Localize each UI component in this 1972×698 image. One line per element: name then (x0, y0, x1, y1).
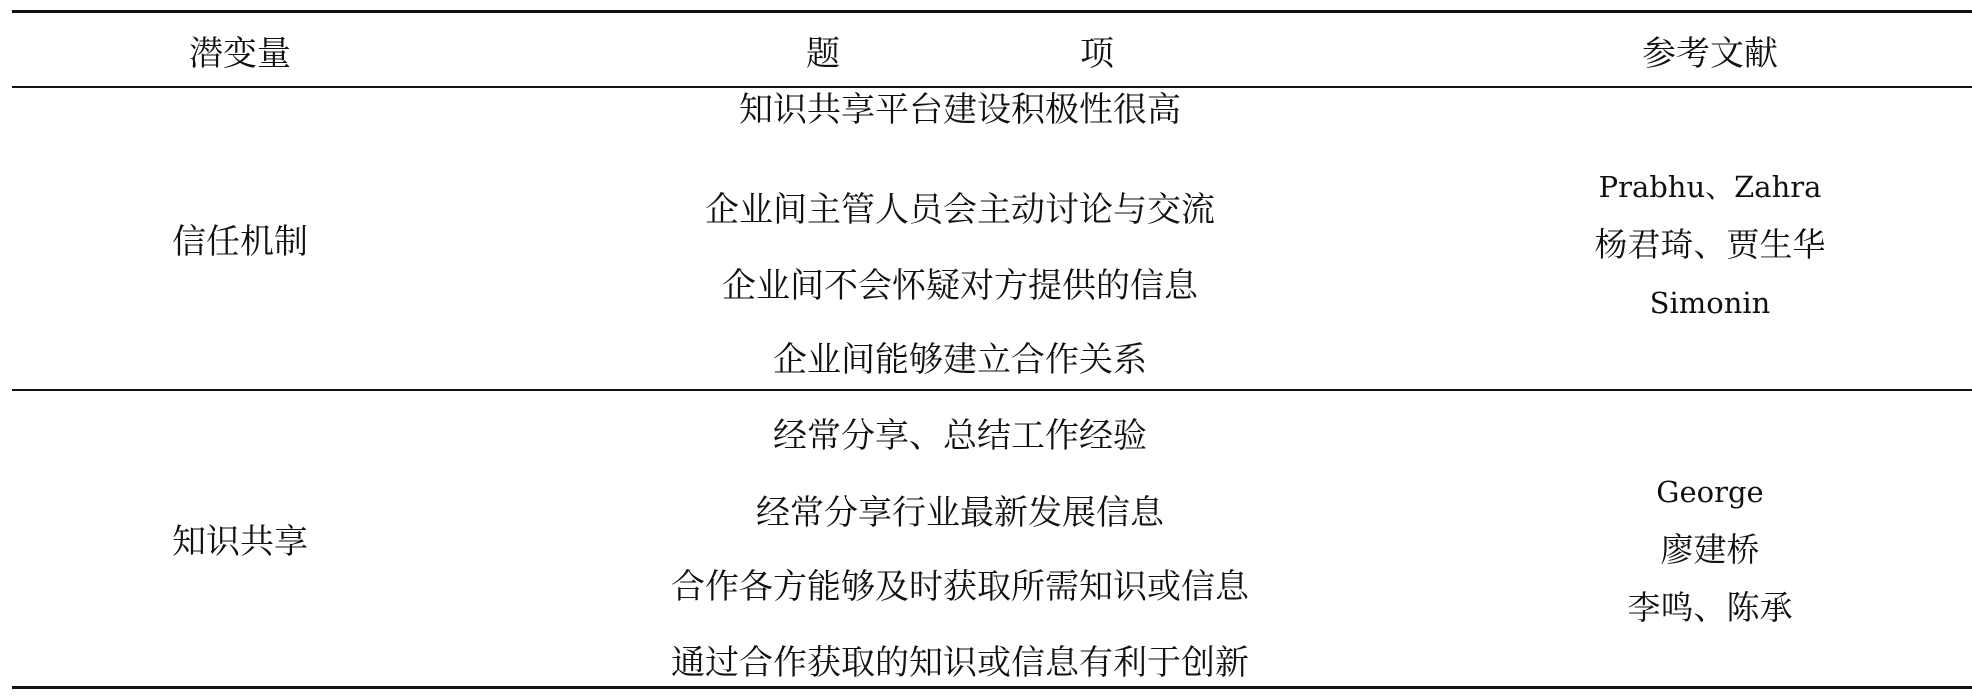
reference-entry: 李鸣、陈承 (1627, 588, 1793, 627)
item-row: 企业间主管人员会主动讨论与交流 (705, 189, 1215, 230)
latent-variable-knowledge-sharing: 知识共享 (172, 522, 308, 562)
top-rule (12, 10, 1972, 13)
header-references: 参考文献 (1642, 33, 1778, 74)
header-latent-variable: 潜变量 (189, 33, 291, 74)
bottom-rule (12, 686, 1972, 689)
item-row: 经常分享行业最新发展信息 (756, 492, 1164, 533)
item-row: 企业间能够建立合作关系 (773, 339, 1147, 380)
reference-entry: Simonin (1649, 286, 1771, 320)
reference-entry: George (1656, 475, 1764, 509)
item-row: 企业间不会怀疑对方提供的信息 (722, 265, 1198, 306)
item-row: 通过合作获取的知识或信息有利于创新 (671, 642, 1249, 683)
references-trust (1500, 150, 1920, 340)
references-knowledge-sharing (1500, 455, 1920, 645)
reference-entry: 廖建桥 (1660, 530, 1760, 569)
reference-entry: 杨君琦、贾生华 (1594, 225, 1826, 264)
latent-variable-trust: 信任机制 (172, 222, 308, 262)
reference-entry: Prabhu、Zahra (1598, 170, 1822, 204)
item-row: 经常分享、总结工作经验 (773, 415, 1147, 456)
item-row: 合作各方能够及时获取所需知识或信息 (671, 566, 1249, 607)
item-row: 知识共享平台建设积极性很高 (739, 89, 1181, 130)
header-items: 题 项 (806, 33, 1234, 74)
